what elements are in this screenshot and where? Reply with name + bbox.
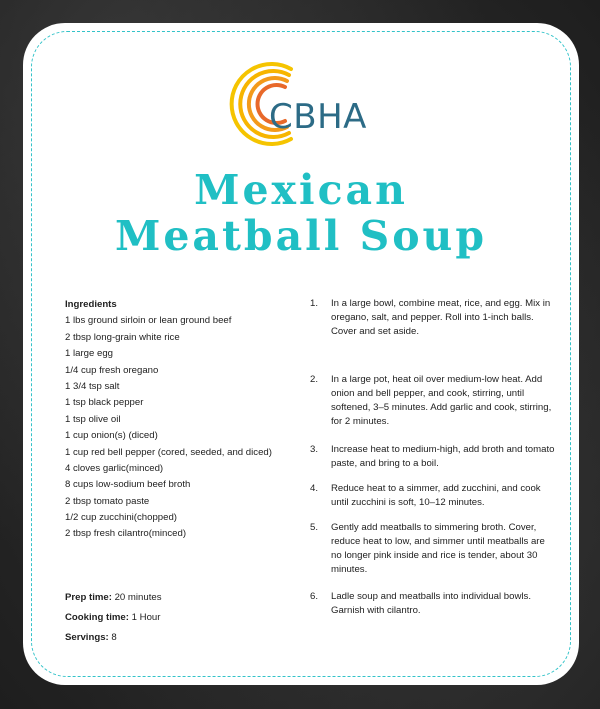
step-text: In a large bowl, combine meat, rice, and egg. Mix in oregano, salt, and pepper. Roll into 1-inch balls. Cover and set aside. [331, 298, 551, 337]
ingredient-item: 1 lbs ground sirloin or lean ground beef [65, 315, 232, 327]
ingredient-item: 1 tsp black pepper [65, 397, 144, 409]
step-number: 6. [310, 591, 319, 602]
step-number: 2. [310, 374, 319, 385]
recipe-title-line2: Meatball Soup [114, 212, 488, 260]
step-number: 5. [310, 522, 319, 533]
prep-time-value: 20 minutes [111, 592, 162, 603]
cooking-time-label: Cooking time: [65, 612, 129, 623]
prep-time [65, 588, 305, 608]
ingredient-item: 4 cloves garlic(minced) [65, 462, 164, 474]
ingredient-item: 8 cups low-sodium beef broth [65, 479, 191, 491]
step-number: 3. [310, 444, 319, 455]
ingredient-item: 2 tbsp fresh cilantro(minced) [65, 528, 187, 540]
prep-time-label: Prep time: [65, 592, 112, 603]
servings-label: Servings: [65, 632, 109, 643]
ingredients-section [65, 297, 305, 543]
step-number: 4. [310, 483, 319, 494]
step-text: Ladle soup and meatballs into individual bowls. Garnish with cilantro. [331, 591, 531, 616]
ingredient-item: 1 cup red bell pepper (cored, seeded, and diced) [65, 446, 272, 458]
ingredient-item: 1/4 cup fresh oregano [65, 364, 159, 376]
servings [65, 628, 305, 648]
step-text: In a large pot, heat oil over medium-low heat. Add onion and bell pepper, and cook, stirring, until softened, 3–5 minutes. Add garlic and cook, stirring, for 2 minutes. [331, 374, 552, 427]
ingredient-item: 1 cup onion(s) (diced) [65, 430, 158, 442]
ingredient-item: 1/2 cup zucchini(chopped) [65, 512, 177, 524]
ingredient-item: 2 tbsp tomato paste [65, 495, 150, 507]
cbha-logo [229, 53, 389, 153]
cooking-time [65, 608, 305, 628]
step-number: 1. [310, 298, 319, 309]
recipe-title-line1: Mexican [194, 166, 408, 214]
step-text: Reduce heat to a simmer, add zucchini, and cook until zucchini is soft, 10–12 minutes. [331, 483, 541, 508]
logo-text: CBHA [269, 97, 367, 137]
step-text: Increase heat to medium-high, add broth and tomato paste, and bring to a boil. [331, 444, 555, 469]
recipe-meta [65, 588, 305, 648]
ingredient-item: 1 3/4 tsp salt [65, 380, 120, 392]
ingredients-heading: Ingredients [65, 299, 117, 310]
cooking-time-value: 1 Hour [128, 612, 161, 623]
ingredient-item: 1 large egg [65, 348, 114, 360]
ingredient-item: 1 tsp olive oil [65, 413, 121, 425]
recipe-card [23, 23, 579, 685]
ingredient-item: 2 tbsp long-grain white rice [65, 331, 180, 343]
servings-value: 8 [108, 632, 117, 643]
step-text: Gently add meatballs to simmering broth. Cover, reduce heat to low, and simmer until meatballs are no longer pink inside and rice is tender, about 30 minutes. [331, 522, 545, 575]
ingredients-list [65, 313, 305, 542]
